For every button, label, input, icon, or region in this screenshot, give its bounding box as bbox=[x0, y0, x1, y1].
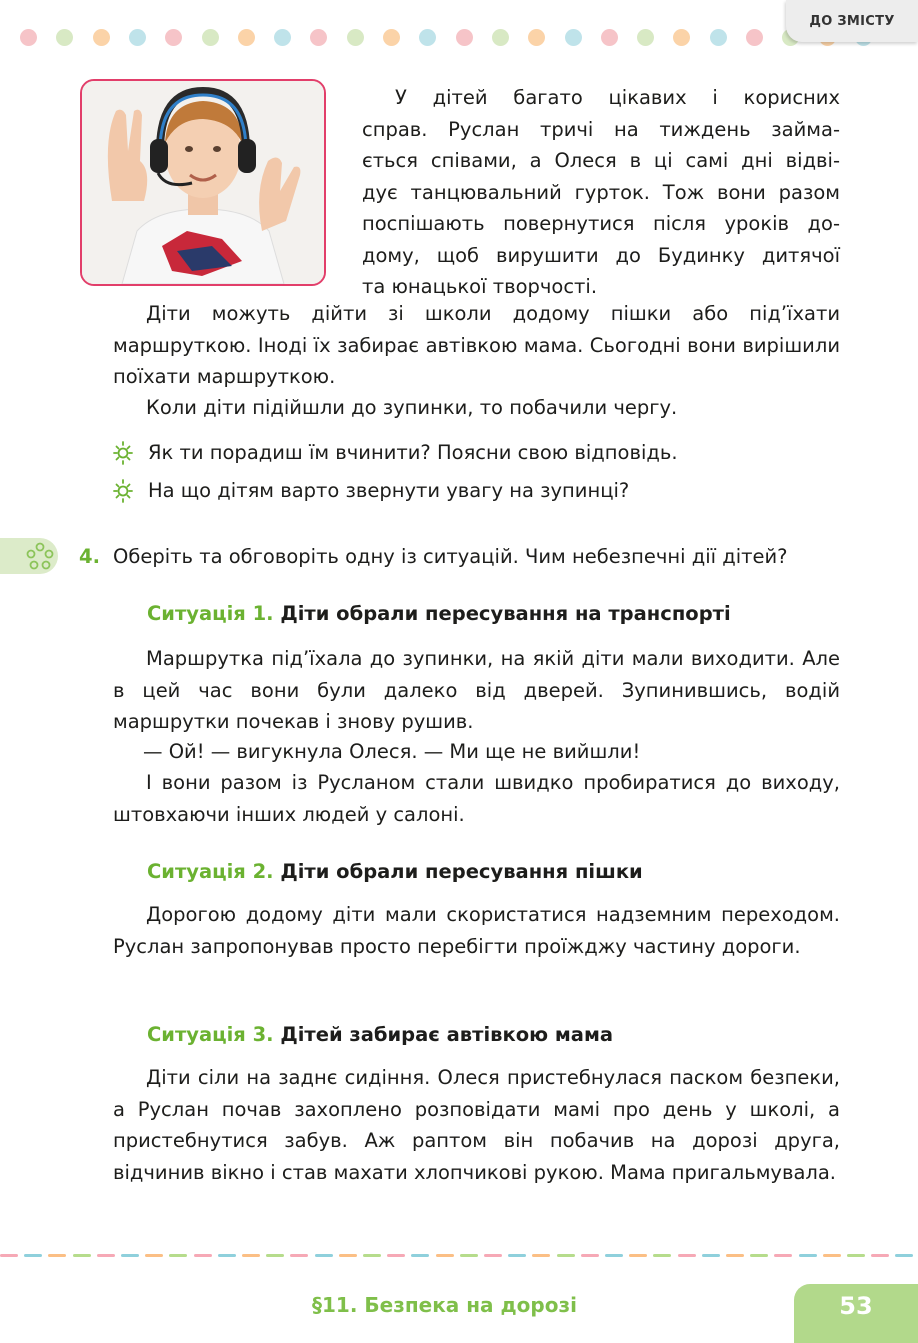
intro-paragraph bbox=[362, 82, 840, 303]
decor-dot bbox=[129, 29, 146, 46]
decor-dash bbox=[581, 1254, 599, 1257]
intro-line: дому, щоб вирушити до Будинку дитячої bbox=[362, 243, 840, 267]
situation-heading bbox=[147, 1019, 613, 1050]
decor-dash bbox=[411, 1254, 429, 1257]
decor-dash bbox=[339, 1254, 357, 1257]
decor-dot bbox=[601, 29, 618, 46]
decor-dot bbox=[419, 29, 436, 46]
decor-dot bbox=[383, 29, 400, 46]
situation-dialogue: — Ой! — вигукнула Олеся. — Ми ще не вийшли! bbox=[143, 740, 641, 763]
situation-label: Ситуація 3. bbox=[147, 1023, 274, 1046]
decor-dot bbox=[565, 29, 582, 46]
decor-dash bbox=[726, 1254, 744, 1257]
situation-heading bbox=[147, 856, 643, 887]
sun-bullet-icon bbox=[113, 438, 133, 468]
intro-line: ється співами, а Олеся в ці самі дні відві- bbox=[362, 149, 840, 172]
decor-dash bbox=[557, 1254, 575, 1257]
chapter-title: §11. Безпека на дорозі bbox=[312, 1293, 577, 1317]
decor-dash bbox=[73, 1254, 91, 1257]
situation-label: Ситуація 1. bbox=[147, 602, 274, 625]
group-work-icon bbox=[0, 538, 58, 574]
decor-dash bbox=[290, 1254, 308, 1257]
intro-line: справ. Руслан тричі на тиждень займа- bbox=[362, 117, 840, 141]
decor-dash bbox=[871, 1254, 889, 1257]
toc-button[interactable]: ДО ЗМІСТУ bbox=[786, 0, 918, 42]
decor-dash bbox=[532, 1254, 550, 1257]
decor-dash bbox=[847, 1254, 865, 1257]
decor-dash bbox=[387, 1254, 405, 1257]
decor-dash bbox=[774, 1254, 792, 1257]
decor-dash bbox=[48, 1254, 66, 1257]
decor-dash bbox=[315, 1254, 333, 1257]
situation-label: Ситуація 2. bbox=[147, 860, 274, 883]
decor-dash bbox=[750, 1254, 768, 1257]
situation-title: Діти обрали пересування на транспорті bbox=[280, 602, 731, 625]
situation-paragraph: І вони разом із Русланом стали швидко пробиратися до виходу, штовхаючи інших людей у салоні. bbox=[113, 771, 840, 826]
decor-dot bbox=[637, 29, 654, 46]
decor-dot bbox=[310, 29, 327, 46]
decor-dash bbox=[605, 1254, 623, 1257]
decor-dash bbox=[145, 1254, 163, 1257]
decor-dot bbox=[710, 29, 727, 46]
question-text: Як ти порадиш їм вчинити? Поясни свою відповідь. bbox=[148, 441, 678, 464]
situation-title: Діти обрали пересування пішки bbox=[280, 860, 643, 883]
boy-with-headphones-photo bbox=[80, 79, 326, 286]
top-dots-decoration bbox=[20, 29, 900, 47]
decor-dash bbox=[895, 1254, 913, 1257]
situation-title: Дітей забирає автівкою мама bbox=[280, 1023, 614, 1046]
decor-dash bbox=[653, 1254, 671, 1257]
decor-dot bbox=[56, 29, 73, 46]
intro-line: У дітей багато цікавих і корисних bbox=[395, 86, 840, 109]
sun-bullet-icon bbox=[113, 476, 133, 506]
photo-illustration bbox=[82, 81, 324, 284]
decor-dot bbox=[746, 29, 763, 46]
decor-dot bbox=[347, 29, 364, 46]
decor-dot bbox=[673, 29, 690, 46]
intro-paragraph-3: Коли діти підійшли до зупинки, то побачили чергу. bbox=[146, 396, 678, 419]
decor-dash bbox=[218, 1254, 236, 1257]
situation-paragraph: Дорогою додому діти мали скористатися надземним переходом. Руслан запропонував просто перебігти проїжджу частину дороги. bbox=[113, 903, 840, 958]
decor-dash bbox=[484, 1254, 502, 1257]
decor-dash bbox=[629, 1254, 647, 1257]
decor-dash bbox=[460, 1254, 478, 1257]
decor-dot bbox=[93, 29, 110, 46]
intro-line: та юнацької творчості. bbox=[362, 275, 598, 298]
decor-dot bbox=[238, 29, 255, 46]
intro-line: поспішають повернутися після уроків до- bbox=[362, 212, 840, 235]
decor-dot bbox=[202, 29, 219, 46]
decor-dash bbox=[508, 1254, 526, 1257]
decor-dash bbox=[242, 1254, 260, 1257]
decor-dash bbox=[799, 1254, 817, 1257]
task-text: Оберіть та обговоріть одну із ситуацій. Чим небезпечні дії дітей? bbox=[113, 545, 788, 568]
decor-dash bbox=[121, 1254, 139, 1257]
decor-dot bbox=[528, 29, 545, 46]
decor-dot bbox=[165, 29, 182, 46]
decor-dot bbox=[492, 29, 509, 46]
decor-dash bbox=[0, 1254, 18, 1257]
decor-dash bbox=[169, 1254, 187, 1257]
situation-heading bbox=[147, 598, 731, 629]
decor-dot bbox=[456, 29, 473, 46]
decor-dash bbox=[823, 1254, 841, 1257]
decor-dot bbox=[20, 29, 37, 46]
intro-paragraph-2: Діти можуть дійти зі школи додому пішки або під’їхати маршруткою. Іноді їх забирає автівкою мама. Сьогодні вони вирішили поїхати маршруткою. bbox=[113, 302, 840, 388]
page-number: 53 bbox=[794, 1284, 918, 1343]
decor-dash bbox=[363, 1254, 381, 1257]
decor-dash bbox=[97, 1254, 115, 1257]
decor-dash bbox=[194, 1254, 212, 1257]
decor-dot bbox=[274, 29, 291, 46]
task-number: 4. bbox=[79, 545, 100, 568]
situation-paragraph: Маршрутка під’їхала до зупинки, на якій діти мали виходити. Але в цей час вони були далеко від дверей. Зупинившись, водій маршрутки почекав і знову рушив. bbox=[113, 647, 840, 733]
intro-line: дує танцювальний гурток. Тож вони разом bbox=[362, 180, 840, 204]
decor-dash bbox=[24, 1254, 42, 1257]
decor-dash bbox=[266, 1254, 284, 1257]
situation-paragraph: Діти сіли на заднє сидіння. Олеся пристебнулася паском безпеки, а Руслан почав захоплено розповідати мамі про день у школі, а пристебнутися забув. Аж раптом він побачив на дорозі друга, відчинив вікно і став махати хлопчикові рукою. Мама пригальмувала. bbox=[113, 1066, 840, 1184]
bottom-dashes-decoration bbox=[0, 1254, 918, 1258]
decor-dash bbox=[436, 1254, 454, 1257]
decor-dash bbox=[678, 1254, 696, 1257]
decor-dash bbox=[702, 1254, 720, 1257]
question-text: На що дітям варто звернути увагу на зупинці? bbox=[148, 479, 630, 502]
